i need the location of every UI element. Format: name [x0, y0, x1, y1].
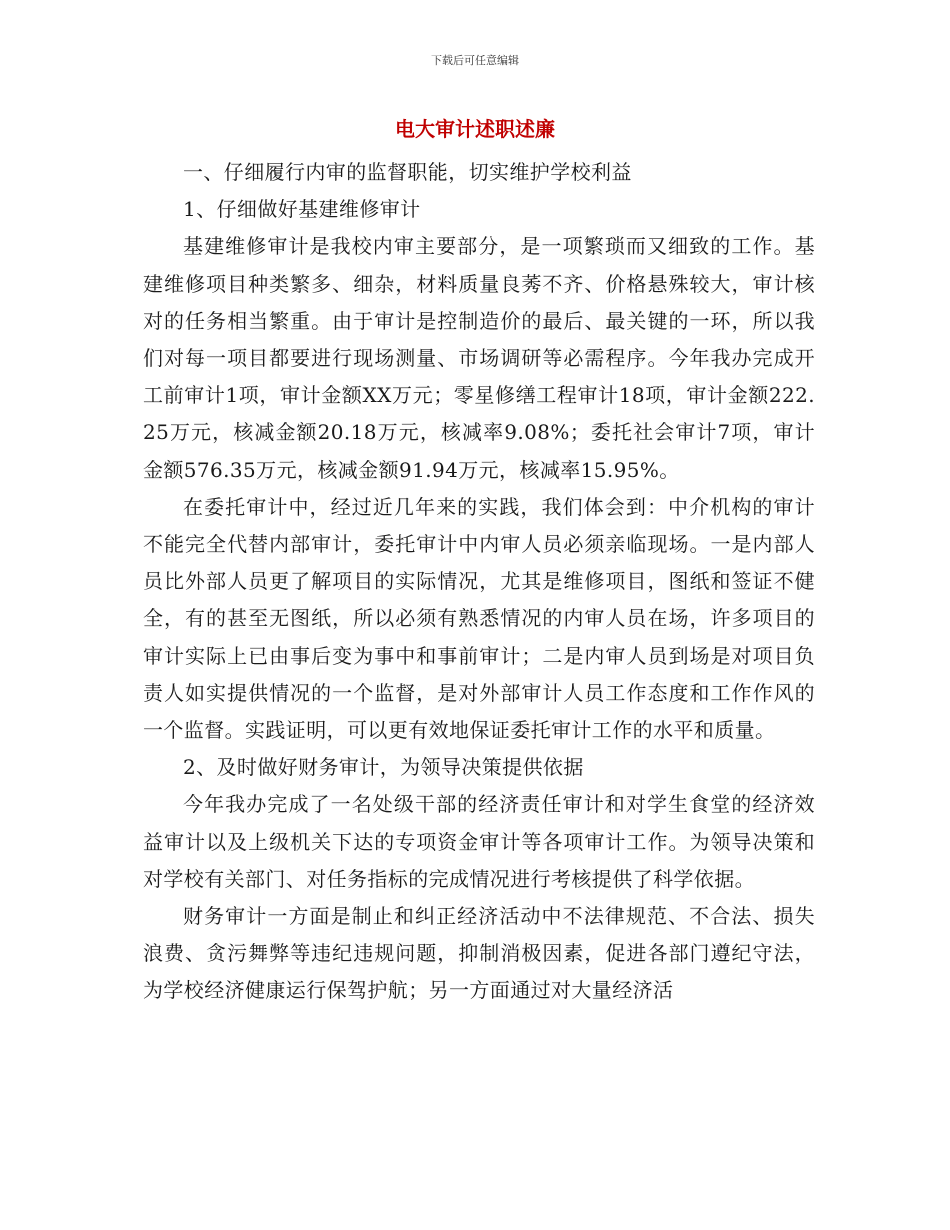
paragraph-entrusted-audit: 在委托审计中，经过近几年来的实践，我们体会到：中介机构的审计不能完全代替内部审计，委托审计中内审人员必须亲临现场。一是内部人员比外部人员更了解项目的实际情况，尤其是维修项目，图纸和签证不健全，有的甚至无图纸，所以必须有熟悉情况的内审人员在场，许多项目的审计实际上已由事后变为事中和事前审计；二是内审人员到场是对项目负责人如实提供情况的一个监督，是对外部审计人员工作态度和工作作风的一个监督。实践证明，可以更有效地保证委托审计工作的水平和质量。 — [143, 494, 815, 743]
paragraph-construction-audit: 基建维修审计是我校内审主要部分，是一项繁琐而又细致的工作。基建维修项目种类繁多、细杂，材料质量良莠不齐、价格悬殊较大，审计核对的任务相当繁重。由于审计是控制造价的最后、最关键的一环，所以我们对每一项目都要进行现场测量、市场调研等必需程序。今年我办完成开工前审计1项，审计金额XX万元；零星修缮工程审计18项，审计金额222.25万元，核减金额20.18万元，核减率9.08%；委托社会审计7项，审计金额576.35万元，核减金额91.94万元，核减率15.95%。 — [143, 234, 815, 482]
subsection-heading-2: 2、及时做好财务审计，为领导决策提供依据 — [183, 755, 584, 780]
page-header-note: 下载后可任意编辑 — [431, 54, 519, 67]
section-heading-1: 一、仔细履行内审的监督职能，切实维护学校利益 — [183, 160, 632, 184]
paragraph-financial-audit-role: 财务审计一方面是制止和纠正经济活动中不法律规范、不合法、损失浪费、贪污舞弊等违纪违规问题，抑制消极因素，促进各部门遵纪守法，为学校经济健康运行保驾护航；另一方面通过对大量经济活 — [143, 904, 815, 1003]
paragraph-financial-audit: 今年我办完成了一名处级干部的经济责任审计和对学生食堂的经济效益审计以及上级机关下达的专项资金审计等各项审计工作。为领导决策和对学校有关部门、对任务指标的完成情况进行考核提供了科学依据。 — [143, 792, 815, 891]
document-body — [143, 154, 815, 1010]
document-title: 电大审计述职述廉 — [395, 117, 555, 141]
subsection-heading-1: 1、仔细做好基建维修审计 — [183, 197, 421, 222]
